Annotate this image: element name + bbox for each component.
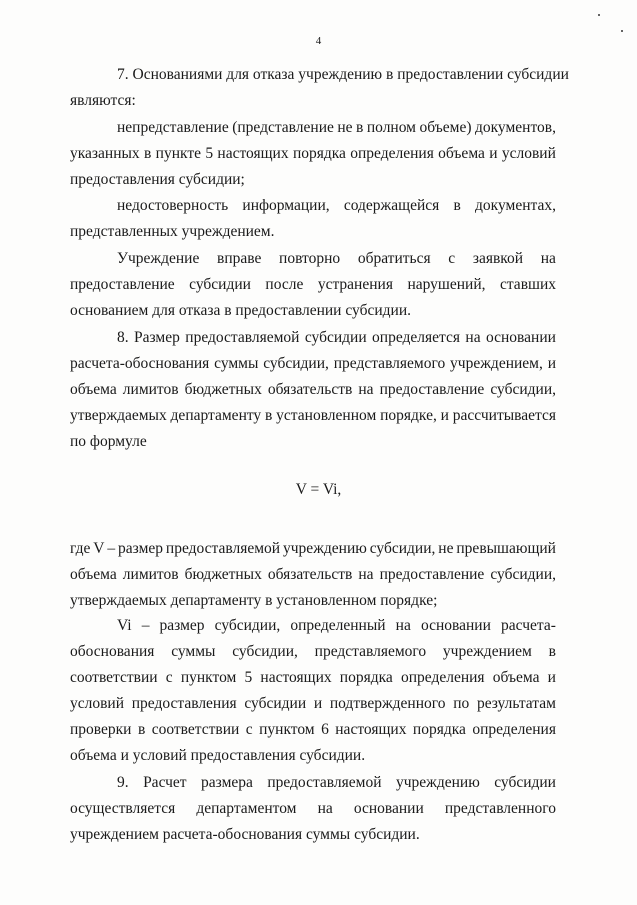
word: осуществляется xyxy=(70,800,176,817)
word: субсидии, xyxy=(369,540,436,557)
word: на xyxy=(540,250,556,267)
word: основании xyxy=(486,329,556,346)
word: на xyxy=(358,566,374,583)
word: – xyxy=(107,540,116,557)
word: лимитов xyxy=(122,566,179,583)
word: представляемого xyxy=(333,355,446,372)
word: основании xyxy=(353,800,424,817)
text-line: объема и условий предоставления субсидии. xyxy=(70,747,366,764)
word: субсидии, xyxy=(232,643,298,660)
word: Размер xyxy=(134,329,180,346)
word: порядка xyxy=(292,145,346,162)
word: департаментом xyxy=(196,800,297,817)
word: субсидии xyxy=(494,774,556,791)
word: и xyxy=(547,355,556,372)
word: условий xyxy=(70,695,125,712)
word: на xyxy=(317,800,333,817)
word: утверждаемых xyxy=(70,407,167,424)
word: департаменту xyxy=(170,407,262,424)
word: 6 xyxy=(321,721,329,738)
text-line xyxy=(117,250,556,276)
word: размера xyxy=(201,774,253,791)
word: настоящих xyxy=(260,669,332,686)
word: настоящих xyxy=(217,145,289,162)
word: в xyxy=(453,197,461,214)
word: – xyxy=(141,617,150,634)
word: субсидии xyxy=(244,695,307,712)
text-line xyxy=(117,197,556,223)
word: документах, xyxy=(475,197,556,214)
word: на xyxy=(358,381,374,398)
word: субсидии, xyxy=(263,355,329,372)
word: 9. xyxy=(117,774,129,791)
word: после xyxy=(265,276,304,293)
text-line xyxy=(117,774,556,800)
word: и xyxy=(313,695,323,712)
text-line xyxy=(117,617,556,643)
text-line: утверждаемых департаменту в установленном порядке; xyxy=(70,592,438,609)
word: с xyxy=(245,721,253,738)
word: полном xyxy=(366,119,416,136)
word: недостоверность xyxy=(117,197,229,214)
text-line xyxy=(117,119,556,145)
word: учреждению xyxy=(395,774,480,791)
word: размер xyxy=(118,540,164,557)
word: определения xyxy=(472,721,556,738)
word: повторно xyxy=(279,250,341,267)
word: с xyxy=(165,669,173,686)
word: указанных xyxy=(70,145,140,162)
formula: V = Vi, xyxy=(295,481,342,498)
word: где xyxy=(70,540,91,557)
word: условий xyxy=(501,145,556,162)
word: V xyxy=(93,540,105,557)
word: учреждением xyxy=(442,643,532,660)
word: бюджетных xyxy=(184,381,262,398)
word: представляемого xyxy=(314,643,427,660)
word: превышающий xyxy=(456,540,556,557)
word: пунктом xyxy=(180,669,237,686)
word: обязательств xyxy=(267,381,353,398)
word: субсидии, xyxy=(490,381,556,398)
word: определенный xyxy=(290,617,386,634)
word: предоставления xyxy=(131,695,237,712)
word: бюджетных xyxy=(184,566,262,583)
word: проверки xyxy=(70,721,132,738)
word: расчета- xyxy=(501,617,556,634)
word: в xyxy=(548,643,556,660)
word: предоставление xyxy=(70,276,175,293)
text-line xyxy=(70,276,556,302)
word: вправе xyxy=(217,250,262,267)
word: на xyxy=(395,617,411,634)
word: 5 xyxy=(205,145,214,162)
word: обоснования xyxy=(70,643,155,660)
text-line: 7. Основаниями для отказа учреждению в предоставлении субсидии xyxy=(117,66,569,83)
word: предоставляемой xyxy=(165,540,281,557)
word: 8. xyxy=(117,329,129,346)
word: и xyxy=(489,145,498,162)
word: в xyxy=(265,407,273,424)
word: и xyxy=(440,407,449,424)
word: порядке, xyxy=(380,407,437,424)
word: Расчет xyxy=(143,774,187,791)
text-line xyxy=(70,566,556,592)
word: лимитов xyxy=(122,381,179,398)
word: обязательств xyxy=(267,566,353,583)
word: размер xyxy=(159,617,205,634)
word: в xyxy=(356,119,364,136)
text-line: предоставления субсидии; xyxy=(70,171,245,188)
text-line xyxy=(70,355,556,381)
word: (представление xyxy=(232,119,334,136)
word: пунктом xyxy=(259,721,315,738)
word: основании xyxy=(420,617,491,634)
word: на xyxy=(465,329,481,346)
word: 5 xyxy=(244,669,253,686)
word: непредставление xyxy=(117,119,229,136)
text-line: представленных учреждением. xyxy=(70,223,275,240)
word: определения xyxy=(350,145,434,162)
word: представленного xyxy=(444,800,556,817)
word: заявкой xyxy=(472,250,524,267)
text-line xyxy=(70,721,556,747)
word: по xyxy=(453,695,470,712)
word: субсидии xyxy=(304,329,367,346)
word: Учреждение xyxy=(117,250,200,267)
word: устранения xyxy=(317,276,393,293)
word: подтвержденного xyxy=(329,695,446,712)
word: ставших xyxy=(499,276,556,293)
word: рассчитывается xyxy=(452,407,556,424)
word: предоставляемой xyxy=(267,774,382,791)
text-line: основанием для отказа в предоставлении субсидии. xyxy=(70,302,411,319)
word: обратиться xyxy=(357,250,431,267)
text-line xyxy=(70,800,556,826)
word: определения xyxy=(400,669,485,686)
text-line xyxy=(70,695,556,721)
word: содержащейся xyxy=(343,197,440,214)
word: в xyxy=(144,145,152,162)
word: соответствии xyxy=(70,669,158,686)
word: результатам xyxy=(476,695,556,712)
text-line xyxy=(70,540,556,566)
word: в xyxy=(137,721,146,738)
word: информации, xyxy=(242,197,330,214)
word: суммы xyxy=(171,643,216,660)
word: соответствии xyxy=(151,721,240,738)
text-line: учреждением расчета-обоснования суммы субсидии. xyxy=(70,826,420,843)
word: объема xyxy=(492,669,540,686)
text-line xyxy=(70,407,556,433)
word: предоставление xyxy=(379,566,485,583)
text-line: по формуле xyxy=(70,433,147,450)
word: субсидии xyxy=(189,276,251,293)
word: не xyxy=(438,540,454,557)
text-line xyxy=(70,381,556,407)
word: учреждению xyxy=(283,540,367,557)
word: расчета-обоснования xyxy=(70,355,210,372)
word: нарушений, xyxy=(407,276,486,293)
text-line xyxy=(70,145,556,171)
word: предоставление xyxy=(379,381,485,398)
word: и xyxy=(547,669,556,686)
word: объема xyxy=(70,381,117,398)
word: не xyxy=(337,119,353,136)
word: документов, xyxy=(474,119,556,136)
word: пункте xyxy=(155,145,201,162)
word: с xyxy=(448,250,456,267)
word: порядка xyxy=(412,721,466,738)
word: объема xyxy=(70,566,117,583)
text-line xyxy=(117,329,556,355)
word: Vi xyxy=(117,617,132,634)
word: определяется xyxy=(372,329,460,346)
word: субсидии, xyxy=(490,566,556,583)
word: субсидии, xyxy=(214,617,281,634)
word: порядка xyxy=(339,669,393,686)
page-number: 4 xyxy=(315,35,322,47)
word: суммы xyxy=(214,355,259,372)
word: настоящих xyxy=(335,721,407,738)
text-line: являются: xyxy=(70,92,136,109)
word: предоставляемой xyxy=(185,329,300,346)
text-line xyxy=(70,643,556,669)
word: объеме) xyxy=(419,119,472,136)
word: учреждением, xyxy=(450,355,543,372)
word: установленном xyxy=(276,407,377,424)
text-line xyxy=(70,669,556,695)
word: объема xyxy=(438,145,485,162)
